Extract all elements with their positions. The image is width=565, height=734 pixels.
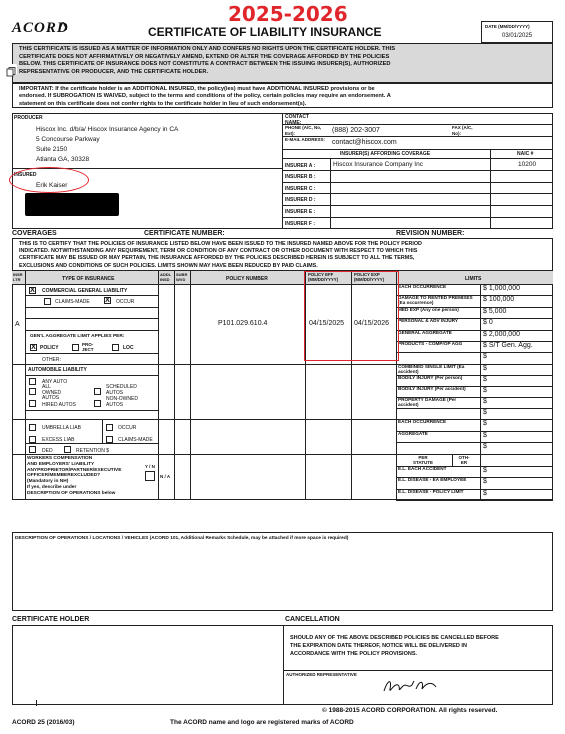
retention-label: RETENTION $ — [76, 448, 110, 454]
limit-label: PRODUCTS - COMP/OP AGG — [398, 341, 463, 346]
signature — [380, 675, 440, 697]
insured-highlight-ellipse — [9, 167, 89, 193]
limit-row-divider — [396, 442, 553, 443]
logo-mark-icon — [59, 17, 67, 25]
limit-value: $ — [483, 353, 487, 361]
notice-box — [12, 43, 553, 83]
coverage-line-2: INDICATED. NOTWITHSTANDING ANY REQUIREMENT, TERM OR CONDITION OF ANY CONTRACT OR OTHER DOCUMENT WITH RESPECT TO WHICH THIS — [19, 248, 418, 255]
limit-value: $ — [483, 431, 487, 439]
limit-label: GENERAL AGGREGATE — [398, 329, 452, 335]
limit-value: $ — [483, 398, 487, 405]
col-addl: ADDL INSD — [160, 272, 172, 282]
page-title: CERTIFICATE OF LIABILITY INSURANCE — [148, 25, 382, 39]
limit-value: $ 0 — [483, 319, 493, 327]
policy-checkbox[interactable]: X — [31, 344, 36, 351]
gl-aggregate-label: GEN'L AGGREGATE LIMIT APPLIES PER: — [30, 334, 125, 339]
limit-value: $ 1,000,000 — [483, 285, 520, 292]
important-line-2: endorsed. If SUBROGATION IS WAIVED, subject to the terms and conditions of the policy, certain policies may require an endorsement. A — [19, 93, 391, 100]
wc-na-label: N / A — [160, 474, 171, 479]
coverage-line-4: EXCLUSIONS AND CONDITIONS OF SUCH POLICIES. LIMITS SHOWN MAY HAVE BEEN REDUCED BY PAID CLAIMS. — [19, 262, 318, 269]
col-insr-ltr: INSR LTR — [13, 272, 23, 282]
description-box — [12, 532, 553, 611]
retention-checkbox[interactable] — [64, 446, 71, 453]
gl-policy-exp: 04/15/2026 — [354, 320, 390, 327]
limit-value: $ — [483, 365, 487, 372]
limit-value: $ — [483, 443, 487, 451]
phone-label: PHONE (A/C, No, Ext): — [285, 125, 322, 136]
important-line-1: IMPORTANT: If the certificate holder is an ADDITIONAL INSURED, the policy(ies) must have ADDITIONAL INSURED provisions or be — [19, 86, 375, 92]
limit-label: PERSONAL & ADV INJURY — [398, 318, 458, 324]
hired-label: HIRED AUTOS — [42, 402, 76, 408]
umb-occur-checkbox[interactable] — [106, 424, 113, 431]
umbrella-checkbox[interactable] — [29, 424, 36, 431]
occur-checkbox[interactable]: X — [105, 297, 110, 304]
important-box — [12, 83, 553, 108]
project-option-label: PRO-JECT — [82, 342, 94, 352]
insurers-header: INSURER(S) AFFORDING COVERAGE — [340, 151, 431, 157]
occur-label: OCCUR — [116, 299, 135, 305]
all-owned-checkbox[interactable] — [29, 388, 36, 395]
producer-address — [36, 125, 178, 165]
excess-checkbox[interactable] — [29, 436, 36, 443]
project-checkbox[interactable] — [72, 344, 79, 351]
gl-checkbox[interactable]: X — [30, 287, 35, 294]
policy-option-label: POLICY — [40, 345, 59, 351]
coverages-label: COVERAGES — [12, 230, 57, 237]
important-line-3: statement on this certificate does not confer rights to the certificate holder in lieu of such endorsement(s). — [19, 100, 307, 107]
wc-line-4: OFFICER/MEMBEREXCLUDED? — [27, 473, 101, 479]
umb-claims-made-label: CLAIMS-MADE — [118, 437, 153, 443]
fax-label: FAX (A/C, No): — [452, 125, 473, 136]
holder-footer-mark — [36, 700, 43, 706]
limit-value: $ 5,000 — [483, 307, 507, 315]
limit-row-divider — [396, 408, 553, 409]
date-box — [481, 21, 553, 43]
wc-line-1: WORKERS COMPENSATION — [27, 456, 93, 461]
limit-value: $ — [483, 467, 487, 474]
per-statute-label: PER STATUTE — [412, 455, 434, 465]
non-owned-checkbox[interactable] — [94, 400, 101, 407]
limit-label: E.L. DISEASE - EA EMPLOYEE — [398, 477, 467, 483]
limit-value: $ S/T Gen. Agg. — [483, 342, 533, 349]
any-auto-checkbox[interactable] — [29, 378, 36, 385]
loc-checkbox[interactable] — [112, 344, 119, 351]
copyright: © 1988-2015 ACORD CORPORATION. All rights reserved. — [322, 707, 498, 714]
email-label: E-MAIL ADDRESS: — [285, 137, 326, 142]
col-policy-exp: POLICY EXP (MM/DD/YYYY) — [354, 272, 385, 282]
non-owned-label: NON-OWNED AUTOS — [106, 396, 138, 408]
notice-line-4: REPRESENTATIVE OR PRODUCER, AND THE CERTIFICATE HOLDER. — [19, 68, 209, 75]
trademark: The ACORD name and logo are registered marks of ACORD — [170, 719, 354, 726]
gl-insurer-letter: A — [15, 321, 20, 328]
email-value: contact@hiscox.com — [332, 139, 397, 146]
coverage-line-3: CERTIFICATE MAY BE ISSUED OR MAY PERTAIN, THE INSURANCE AFFORDED BY THE POLICIES DESCRIBED HEREIN IS SUBJECT TO ALL THE TERMS, — [19, 255, 415, 262]
redaction-block — [25, 193, 119, 216]
wc-line-2: AND EMPLOYERS' LIABILITY — [27, 461, 95, 467]
producer-addr-1: 5 Concourse Parkway — [36, 136, 100, 143]
gl-policy-number: P101.029.610.4 — [218, 320, 268, 327]
oth-er-label: OTH-ER — [458, 455, 470, 465]
producer-addr-3: Atlanta GA, 30328 — [36, 156, 90, 163]
certificate-holder-label: CERTIFICATE HOLDER — [12, 616, 90, 623]
limit-label: PROPERTY DAMAGE (Per accident) — [398, 397, 457, 407]
any-auto-label: ANY AUTO — [42, 379, 68, 385]
ded-label: DED — [42, 448, 53, 454]
limit-value: $ — [483, 409, 487, 416]
umb-occur-label: OCCUR — [118, 425, 137, 431]
limit-label: DAMAGE TO RENTED PREMISES (Ea occurrence) — [398, 295, 473, 306]
insured-label: INSURED — [14, 172, 37, 178]
description-label: DESCRIPTION OF OPERATIONS / LOCATIONS / VEHICLES (ACORD 101, Additional Remarks Schedule, may be attached if more space is required) — [15, 536, 349, 541]
cancellation-line-2: THE EXPIRATION DATE THEREOF, NOTICE WILL BE DELIVERED IN — [290, 643, 467, 649]
limit-label: EACH OCCURRENCE — [398, 419, 447, 424]
notice-line-2: CERTIFICATE DOES NOT AFFIRMATIVELY OR NEGATIVELY AMEND, EXTEND OR ALTER THE COVERAGE AFFORDED BY THE POLICIES — [19, 53, 390, 60]
limit-label: E.L. EACH ACCIDENT — [398, 466, 447, 471]
producer-label: PRODUCER — [14, 115, 43, 121]
cancellation-line-3: ACCORDANCE WITH THE POLICY PROVISIONS. — [290, 651, 418, 657]
contact-name-label: CONTACT NAME: — [285, 114, 310, 126]
loc-option-label: LOC — [123, 345, 134, 351]
wc-line-5: (Mandatory in NH) — [27, 479, 69, 485]
col-type: TYPE OF INSURANCE — [62, 276, 115, 282]
limit-value: $ — [483, 478, 487, 486]
coverages-statement — [12, 238, 553, 271]
limit-label: BODILY INJURY (Per person) — [398, 375, 463, 380]
insurer-c-label: INSURER C : — [285, 186, 316, 192]
limit-value: $ 100,000 — [483, 296, 515, 304]
claims-made-label: CLAIMS-MADE — [55, 299, 90, 305]
crop-icon — [6, 64, 17, 75]
claims-made-checkbox[interactable] — [44, 298, 51, 305]
limit-label: MED EXP (Any one person) — [398, 306, 459, 312]
hired-checkbox[interactable] — [29, 400, 36, 407]
limit-label: COMBINED SINGLE LIMIT (Ea accident) — [398, 364, 465, 374]
limit-label: AGGREGATE — [398, 430, 428, 436]
insurer-a-name: Hiscox Insurance Company Inc — [333, 161, 423, 168]
limit-value: $ — [483, 489, 487, 497]
authorized-rep-label: AUTHORIZED REPRESENTATIVE — [286, 672, 357, 677]
producer-addr-2: Suite 2150 — [36, 146, 68, 153]
cancellation-line-1: SHOULD ANY OF THE ABOVE DESCRIBED POLICIES BE CANCELLED BEFORE — [290, 635, 499, 641]
limit-value: $ — [483, 376, 487, 383]
gl-label: COMMERCIAL GENERAL LIABILITY — [42, 288, 128, 294]
scheduled-checkbox[interactable] — [94, 388, 101, 395]
coverage-line-1: THIS IS TO CERTIFY THAT THE POLICIES OF INSURANCE LISTED BELOW HAVE BEEN ISSUED TO THE INSURED NAMED ABOVE FOR THE POLICY PERIOD — [19, 241, 422, 247]
auto-label: AUTOMOBILE LIABILITY — [28, 367, 87, 373]
revision-number-label: REVISION NUMBER: — [396, 230, 465, 237]
dates-highlight-box — [304, 271, 399, 361]
limit-label: BODILY INJURY (Per accident) — [398, 386, 466, 391]
naic-label: NAIC # — [517, 151, 534, 157]
col-subr: SUBR WVD — [176, 272, 188, 282]
ded-checkbox[interactable] — [29, 446, 36, 453]
wc-description — [27, 456, 152, 497]
form-number: ACORD 25 (2016/03) — [12, 719, 75, 726]
limit-label: E.L. DISEASE - POLICY LIMIT — [398, 488, 464, 494]
umb-claims-made-checkbox[interactable] — [106, 436, 113, 443]
umbrella-label: UMBRELLA LIAB — [42, 425, 81, 431]
phone-value: (888) 202-3007 — [332, 127, 380, 134]
date-label: DATE (MM/DD/YYYY) — [485, 24, 530, 29]
cancellation-text — [290, 634, 548, 658]
excess-label: EXCESS LIAB — [42, 437, 75, 443]
wc-line-6: If yes, describe under — [27, 484, 77, 490]
col-policy-number: POLICY NUMBER — [226, 276, 268, 282]
cancellation-label: CANCELLATION — [285, 616, 340, 623]
insurer-a-label: INSURER A : — [285, 163, 316, 169]
year-stamp: 2025-2026 — [228, 2, 348, 26]
limit-row-divider — [396, 352, 553, 353]
insurer-d-label: INSURER D : — [285, 197, 316, 203]
gl-policy-eff: 04/15/2025 — [309, 320, 345, 327]
acord-logo: ACORD — [12, 20, 69, 36]
col-policy-eff: POLICY EFF (MM/DD/YYYY) — [308, 272, 339, 282]
wc-line-3: ANYPROPRIETOR/PARTNER/EXECUTIVE — [27, 467, 122, 473]
insurer-f-label: INSURER F : — [285, 221, 315, 227]
notice-line-3: BELOW. THIS CERTIFICATE OF INSURANCE DOES NOT CONSTITUTE A CONTRACT BETWEEN THE ISSUING INSURER(S), AUTHORIZED — [19, 61, 391, 68]
wc-line-7: DESCRIPTION OF OPERATIONS below — [27, 490, 116, 496]
wc-yes-no-label: Y / N — [145, 464, 155, 469]
insurer-a-naic: 10200 — [518, 161, 537, 168]
insurer-e-label: INSURER E : — [285, 209, 316, 215]
limit-value: $ 2,000,000 — [483, 330, 520, 338]
insurer-b-label: INSURER B : — [285, 174, 316, 180]
date-value: 03/01/2025 — [502, 33, 533, 39]
col-limits: LIMITS — [465, 276, 482, 282]
all-owned-label: ALL OWNED AUTOS — [42, 384, 62, 401]
limit-row-divider — [396, 500, 553, 501]
limit-value: $ — [483, 420, 487, 427]
limit-label: EACH OCCURRENCE — [398, 284, 447, 289]
wc-excluded-checkbox[interactable] — [145, 471, 155, 481]
producer-name: Hiscox Inc. d/b/a/ Hiscox Insurance Agency in CA — [36, 126, 179, 133]
certificate-holder-box — [12, 625, 284, 705]
scheduled-label: SCHEDULED AUTOS — [106, 384, 137, 396]
limit-value: $ — [483, 387, 487, 394]
gl-other-label: OTHER: — [42, 357, 61, 363]
certificate-number-label: CERTIFICATE NUMBER: — [144, 230, 225, 237]
insured-name: Erik Kaiser — [36, 182, 68, 189]
notice-line-1: THIS CERTIFICATE IS ISSUED AS A MATTER OF INFORMATION ONLY AND CONFERS NO RIGHTS UPON THE CERTIFICATE HOLDER. THIS — [19, 46, 396, 52]
